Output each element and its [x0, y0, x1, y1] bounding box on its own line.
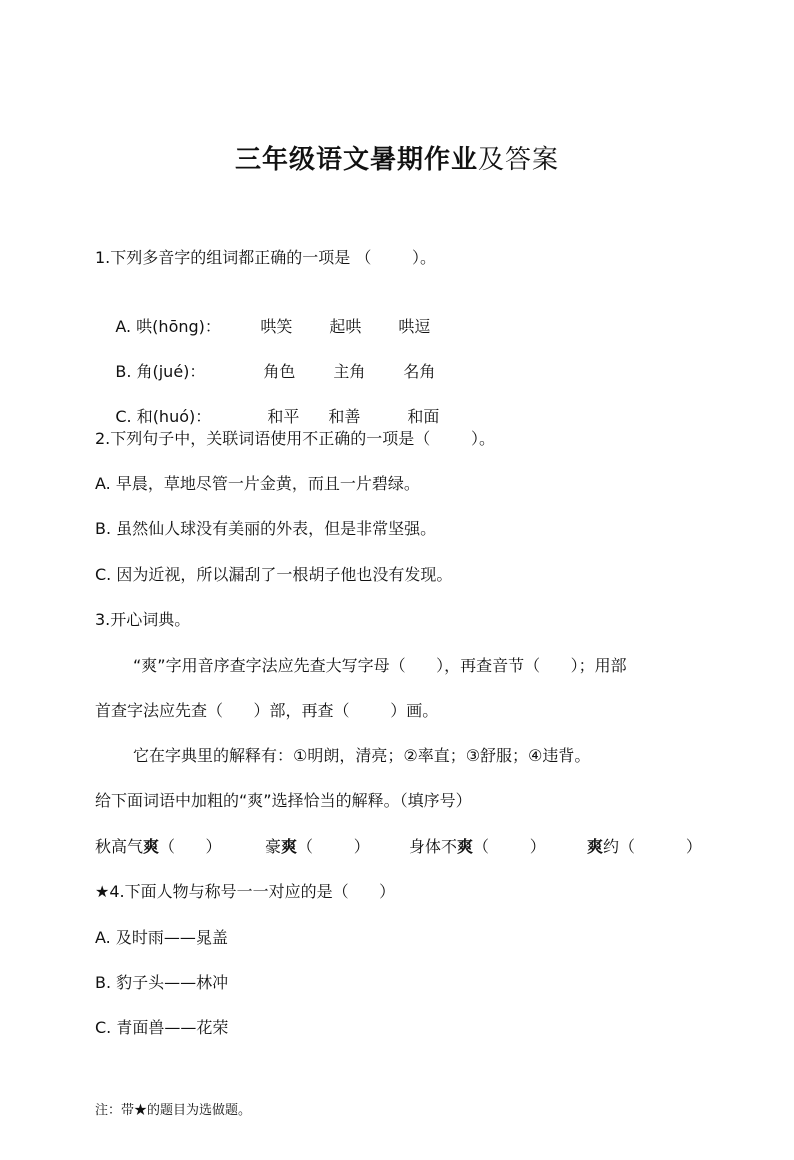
- q2-option-b: B. 虽然仙人球没有美丽的外表，但是非常坚强。: [95, 519, 437, 538]
- q3-fill-item: 秋高气爽（ ）: [95, 837, 222, 856]
- q1-option-a-word: 起哄: [329, 317, 362, 336]
- q1-option-c-word: 和平: [267, 407, 300, 426]
- q1-option-a-word: 哄笑: [260, 317, 293, 336]
- q1-option-b-word: 角色: [263, 362, 296, 381]
- q1-stem: 1.下列多音字的组词都正确的一项是 （ ）。: [95, 248, 437, 267]
- q3-para3: 它在字典里的解释有：①明朗，清亮；②率直；③舒服；④违背。: [133, 746, 591, 765]
- q2-stem: 2.下列句子中，关联词语使用不正确的一项是（ ）。: [95, 429, 495, 448]
- q4-option-b: B. 豹子头——林冲: [95, 973, 229, 992]
- q3-para2: 首查字法应先查（ ）部，再查（ ）画。: [95, 701, 439, 720]
- q3-fill-item: 爽约（ ）: [587, 837, 702, 856]
- q2-option-c: C. 因为近视，所以漏刮了一根胡子他也没有发现。: [95, 565, 453, 584]
- q3-para1: “爽”字用音序查字法应先查大写字母（ ），再查音节（ ）；用部: [133, 656, 627, 675]
- q2-option-a: A. 早晨，草地尽管一片金黄，而且一片碧绿。: [95, 474, 420, 493]
- q3-instruction: 给下面词语中加粗的“爽”选择恰当的解释。（填序号）: [95, 791, 472, 810]
- q3-stem: 3.开心词典。: [95, 610, 191, 629]
- q1-option-c-label: C. 和(huó)：: [115, 407, 212, 426]
- q3-fill-item: 豪爽（ ）: [265, 837, 370, 856]
- q1-option-c-word: 和面: [407, 407, 440, 426]
- q1-option-b-word: 主角: [333, 362, 366, 381]
- q4-stem: ★4.下面人物与称号一一对应的是（ ）: [95, 882, 396, 901]
- footnote: 注：带★的题目为选做题。: [95, 1103, 252, 1118]
- q3-fill-row: [95, 835, 705, 859]
- q1-option-c-word: 和善: [328, 407, 361, 426]
- q1-option-b-label: B. 角(jué)：: [115, 362, 206, 381]
- q4-option-a: A. 及时雨——晁盖: [95, 928, 228, 947]
- q1-option-a-label: A. 哄(hōng)：: [115, 317, 221, 336]
- q1-option-b-word: 名角: [403, 362, 436, 381]
- q1-option-a-word: 哄逗: [398, 317, 431, 336]
- title-normal: 及答案: [478, 145, 560, 175]
- q4-option-c: C. 青面兽——花荣: [95, 1018, 229, 1037]
- page-title: [0, 140, 794, 180]
- q3-fill-item: 身体不爽（ ）: [409, 837, 546, 856]
- title-bold: 三年级语文暑期作业: [234, 145, 478, 175]
